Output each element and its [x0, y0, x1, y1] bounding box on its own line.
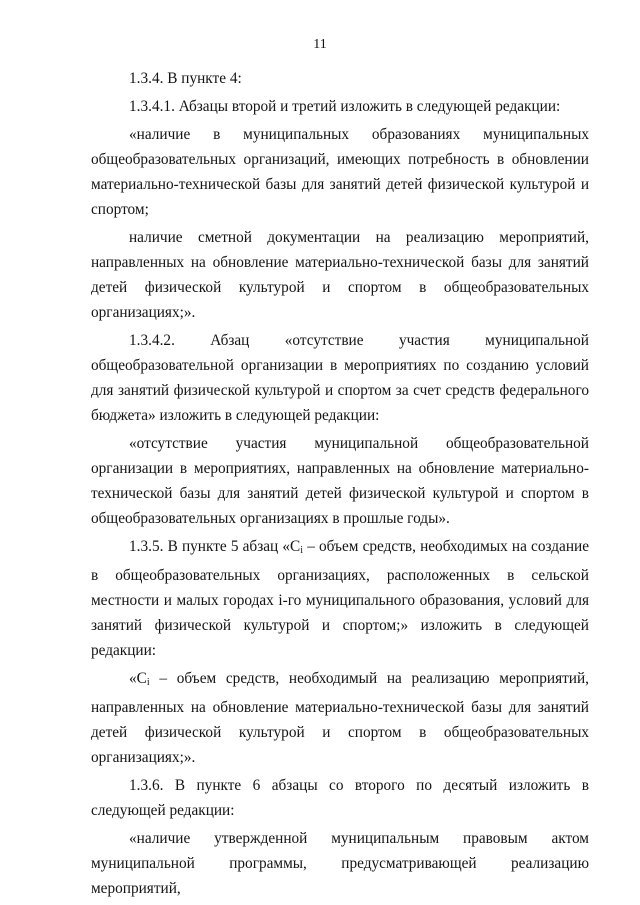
- paragraph-1: 1.3.4. В пункте 4:: [129, 70, 242, 87]
- page-number: 11: [313, 37, 327, 52]
- paragraph-3: «наличие в муниципальных образованиях муниципальных общеобразовательных организаций, имеющих потребность в обновлении материально-технической базы для занятий детей физической культурой и спортом;: [91, 126, 589, 218]
- document-body: [91, 66, 589, 901]
- paragraph-10: «наличие утвержденной муниципальным правовым актом муниципальной программы, предусматривающей реализацию мероприятий,: [91, 830, 589, 897]
- paragraph-7: 1.3.5. В пункте 5 абзац «$C_i$ – объем средств, необходимых на создание в общеобразовательных организациях, расположенных в сельской местности и малых городах i-го муниципального образования, условий для занятий физической культурой и спортом;» изложить в следующей редакции:: [91, 538, 589, 659]
- paragraph-2: 1.3.4.1. Абзацы второй и третий изложить в следующей редакции:: [129, 98, 561, 115]
- paragraph-4: наличие сметной документации на реализацию мероприятий, направленных на обновление материально-технической базы для занятий детей физической культурой и спортом в общеобразовательных организациях;».: [91, 229, 589, 321]
- paragraph-8: «$C_i$ – объем средств, необходимый на реализацию мероприятий, направленных на обновление материально-технической базы для занятий детей физической культурой и спортом в общеобразовательных организациях;».: [91, 670, 589, 766]
- paragraph-6: «отсутствие участия муниципальной общеобразовательной организации в мероприятиях, направленных на обновление материально-технической базы для занятий детей физической культурой и спортом в общеобразовательных организациях в прошлые годы».: [91, 435, 589, 527]
- paragraph-5: 1.3.4.2. Абзац «отсутствие участия муниципальной общеобразовательной организации в мероприятиях по созданию условий для занятий физической культурой и спортом за счет средств федерального бюджета» изложить в следующей редакции:: [91, 332, 589, 424]
- paragraph-9: 1.3.6. В пункте 6 абзацы со второго по десятый изложить в следующей редакции:: [91, 777, 589, 819]
